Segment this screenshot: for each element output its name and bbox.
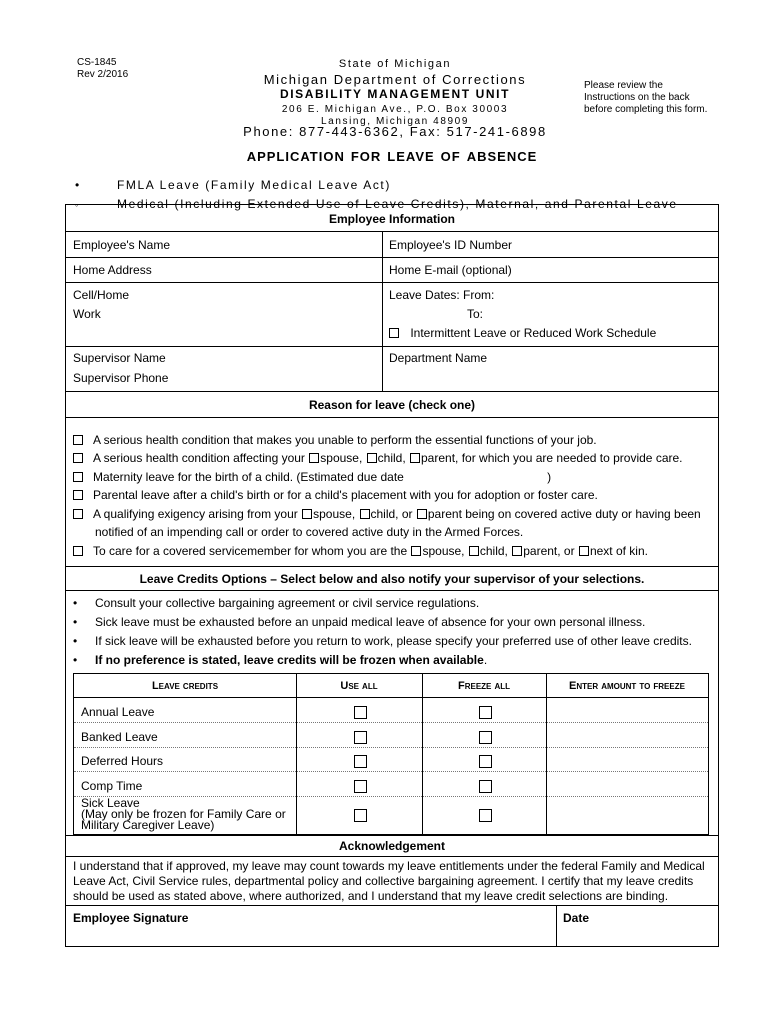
reason-text: Parental leave after a child's birth or for a child's placement with you for adoption or foster care.	[93, 488, 598, 502]
reason-text: spouse,	[320, 451, 363, 465]
annual-freeze-all-checkbox[interactable]	[479, 706, 492, 719]
acknowledgement-line: should be used as stated above, where authorized, and I understand that my leave credit selections are binding.	[73, 889, 669, 903]
supervisor-name-field[interactable]: Supervisor Name	[73, 351, 166, 365]
side-note-line: Please review the	[584, 80, 663, 91]
parent-checkbox[interactable]	[417, 509, 427, 519]
side-note-line: Instructions on the back	[584, 92, 690, 103]
comp-use-all-checkbox[interactable]	[354, 780, 367, 793]
reason-text: A serious health condition that makes you unable to perform the essential functions of your job.	[93, 433, 597, 447]
reason-text: parent, or	[523, 544, 575, 558]
banked-freeze-all-checkbox[interactable]	[479, 731, 492, 744]
reason-text: parent being on covered active duty or having been	[427, 507, 701, 521]
leave-dates-to-field[interactable]: To:	[467, 307, 484, 321]
credit-row-comp: Comp Time	[81, 779, 143, 793]
credits-bullet-text: If sick leave will be exhausted before you return to work, please specify your preferred use of other leave credits.	[95, 634, 692, 648]
credit-row-annual: Annual Leave	[81, 705, 155, 719]
reason-servicemember[interactable]	[73, 544, 648, 558]
reason-text: )	[547, 470, 552, 484]
leave-dates-from-field[interactable]: Leave Dates: From:	[389, 288, 495, 302]
parent-checkbox[interactable]	[512, 546, 522, 556]
reason-text: A qualifying exigency arising from your	[93, 507, 298, 521]
intermittent-option[interactable]	[389, 326, 656, 340]
reason-exigency[interactable]	[73, 507, 701, 521]
acknowledgement-heading: Acknowledgement	[338, 839, 446, 853]
agency-unit: DISABILITY MANAGEMENT UNIT	[279, 87, 511, 101]
acknowledgement-line: I understand that if approved, my leave may count towards my leave entitlements under the federal Family and Medical	[73, 859, 705, 873]
cell-home-field[interactable]: Cell/Home	[73, 288, 130, 302]
sick-leave-note: (May only be frozen for Family Care or	[81, 807, 286, 821]
credits-bullet-text: Sick leave must be exhausted before an unpaid medical leave of absence for your own personal illness.	[95, 615, 646, 629]
reason-text: Maternity leave for the birth of a child. (Estimated due date	[93, 470, 404, 484]
column-header-use-all: Use all	[340, 680, 378, 692]
sick-leave-note: Military Caregiver Leave)	[81, 818, 215, 832]
reason-text: spouse,	[422, 544, 465, 558]
leave-type-fmla	[75, 176, 678, 195]
column-header-freeze-all: Freeze all	[458, 680, 510, 692]
credits-bullet: • If no preference is stated, leave credits will be frozen when available.	[73, 653, 488, 667]
reason-text: child,	[479, 544, 508, 558]
reason-own-health[interactable]	[73, 433, 597, 447]
spouse-checkbox[interactable]	[302, 509, 312, 519]
reason-checkbox[interactable]	[73, 509, 83, 519]
leave-type-text: FMLA Leave (Family Medical Leave Act)	[117, 178, 391, 192]
agency-state: State of Michigan	[338, 58, 452, 70]
credits-bullet: • Consult your collective bargaining agreement or civil service regulations.	[73, 596, 480, 610]
reason-checkbox[interactable]	[73, 435, 83, 445]
credits-bullet-bold: If no preference is stated, leave credits will be frozen when available	[95, 653, 484, 667]
agency-address1: 206 E. Michigan Ave., P.O. Box 30003	[281, 104, 509, 115]
agency-header	[230, 58, 560, 128]
next-of-kin-checkbox[interactable]	[579, 546, 589, 556]
reason-checkbox[interactable]	[73, 490, 83, 500]
reason-text: To care for a covered servicemember for whom you are the	[93, 544, 408, 558]
signature-date-field[interactable]: Date	[563, 911, 590, 925]
credit-row-banked: Banked Leave	[81, 730, 158, 744]
reason-text: spouse,	[313, 507, 356, 521]
side-note-line: before completing this form.	[584, 104, 708, 115]
side-note	[584, 80, 707, 116]
deferred-freeze-all-checkbox[interactable]	[479, 755, 492, 768]
annual-use-all-checkbox[interactable]	[354, 706, 367, 719]
reason-text: child, or	[370, 507, 413, 521]
employee-id-field[interactable]: Employee's ID Number	[389, 238, 512, 252]
spouse-checkbox[interactable]	[411, 546, 421, 556]
form-title	[120, 145, 664, 166]
sick-use-all-checkbox[interactable]	[354, 809, 367, 822]
column-header-amount: Enter amount to freeze	[569, 680, 685, 692]
form-code: CS-1845	[77, 57, 117, 68]
agency-phone: Phone: 877-443-6362, Fax: 517-241-6898	[243, 124, 547, 139]
work-phone-field[interactable]: Work	[73, 307, 101, 321]
acknowledgement-line: Leave Act, Civil Service rules, departmental policy and collective bargaining agreement. I certify that my leave credits	[73, 874, 694, 888]
employee-signature-field[interactable]: Employee Signature	[73, 911, 189, 925]
reason-text: A serious health condition affecting your	[93, 451, 305, 465]
employee-info-heading: Employee Information	[328, 212, 456, 226]
column-header-credits: Leave credits	[151, 680, 219, 692]
reason-text: next of kin.	[589, 544, 648, 558]
leave-type-text: Medical (Including Extended Use of Leave Credits), Maternal, and Parental Leave	[117, 197, 678, 211]
credits-bullet-text: Consult your collective bargaining agreement or civil service regulations.	[95, 596, 480, 610]
child-checkbox[interactable]	[360, 509, 370, 519]
credits-heading: Leave Credits Options – Select below and also notify your supervisor of your selections.	[139, 572, 645, 586]
comp-freeze-all-checkbox[interactable]	[479, 780, 492, 793]
intermittent-checkbox[interactable]	[389, 328, 399, 338]
sick-leave-title: Sick Leave	[81, 796, 140, 810]
intermittent-label: Intermittent Leave or Reduced Work Schedule	[410, 326, 657, 340]
form-revision: Rev 2/2016	[77, 69, 129, 80]
reason-maternity[interactable]	[73, 470, 551, 484]
leave-type-marker: •	[75, 178, 81, 192]
agency-department: Michigan Department of Corrections	[263, 72, 527, 87]
application-form	[65, 204, 719, 947]
deferred-use-all-checkbox[interactable]	[354, 755, 367, 768]
credit-row-deferred: Deferred Hours	[81, 754, 164, 768]
credits-bullet-end: .	[483, 653, 488, 667]
department-name-field[interactable]: Department Name	[389, 351, 488, 365]
sick-freeze-all-checkbox[interactable]	[479, 809, 492, 822]
reason-checkbox[interactable]	[73, 546, 83, 556]
child-checkbox[interactable]	[469, 546, 479, 556]
reason-parental[interactable]	[73, 488, 598, 502]
form-code-block	[77, 57, 128, 81]
reason-text: parent, for which you are needed to provide care.	[421, 451, 683, 465]
agency-address2: Lansing, Michigan 48909	[321, 116, 469, 127]
reason-checkbox[interactable]	[73, 453, 83, 463]
parent-checkbox[interactable]	[410, 453, 420, 463]
credits-bullet: • If sick leave will be exhausted before you return to work, please specify your preferred use of other leave credits.	[73, 634, 692, 648]
child-checkbox[interactable]	[367, 453, 377, 463]
credits-bullet: • Sick leave must be exhausted before an unpaid medical leave of absence for your own personal illness.	[73, 615, 646, 629]
reason-family-health[interactable]	[73, 451, 683, 465]
banked-use-all-checkbox[interactable]	[354, 731, 367, 744]
reason-heading: Reason for leave (check one)	[308, 398, 476, 412]
reason-exigency-cont: notified of an impending call or order to covered active duty in the Armed Forces.	[95, 525, 524, 539]
reason-checkbox[interactable]	[73, 472, 83, 482]
reason-text: child,	[377, 451, 406, 465]
acknowledgement-text	[73, 859, 705, 904]
supervisor-phone-field[interactable]: Supervisor Phone	[73, 371, 169, 385]
form-title-text: application for leave of absence	[246, 145, 538, 165]
home-address-field[interactable]: Home Address	[73, 263, 152, 277]
credit-row-sick	[81, 798, 286, 831]
leave-type-marker: ◦	[75, 200, 80, 210]
spouse-checkbox[interactable]	[309, 453, 319, 463]
credits-table	[73, 673, 709, 835]
home-email-field[interactable]: Home E-mail (optional)	[389, 263, 512, 277]
employee-name-field[interactable]: Employee's Name	[73, 238, 170, 252]
